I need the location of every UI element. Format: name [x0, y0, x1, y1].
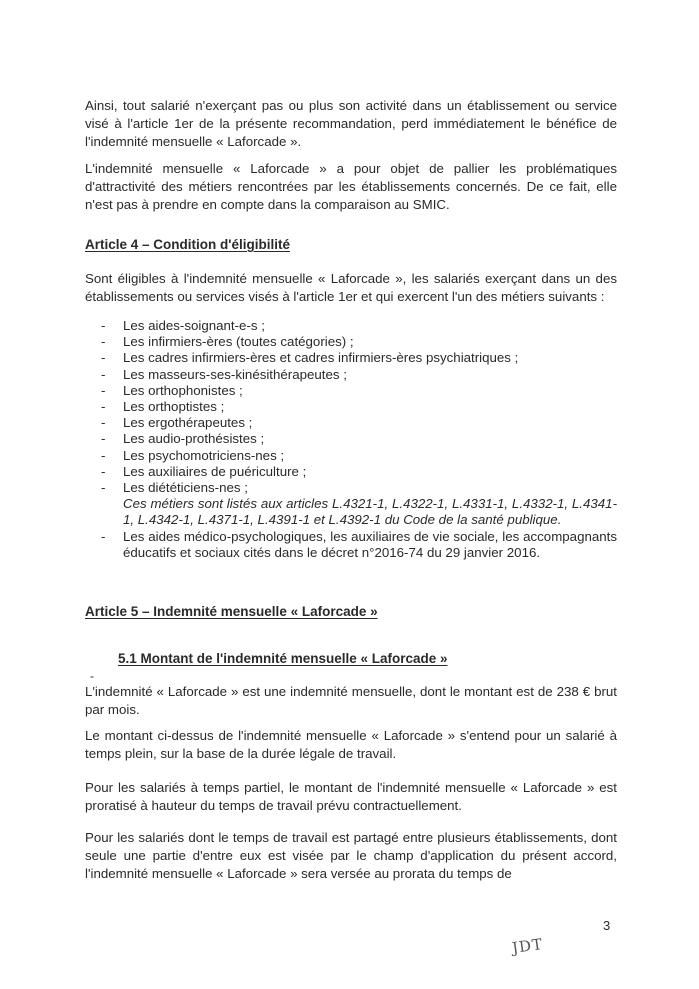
list-item: - Les diététiciens-nes ; Ces métiers sont listés aux articles L.4321-1, L.4322-1, L.4331-1, L.4332-1, L.4341-1, L.4342-1, L.4371-1, L.4391-1 et L.4392-1 du Code de la santé publique. [101, 480, 617, 528]
list-item: - Les aides-soignant-e-s ; [101, 318, 265, 333]
eligible-professions-list [85, 318, 617, 561]
list-item: - Les psychomotriciens-nes ; [101, 447, 285, 463]
list-item: - Les auxiliaires de puériculture ; [101, 463, 307, 479]
list-item: - Les orthoptistes ; [101, 399, 225, 415]
paragraph-purpose: L'indemnité mensuelle « Laforcade » a pour objet de pallier les problématiques d'attractivité des métiers rencontrées par les établissements concernés. De ce fait, elle n'est pas à prendre en compte dans la comparaison au SMIC. [85, 161, 617, 212]
list-item: - Les orthophonistes ; [101, 382, 243, 398]
paragraph-loss-of-benefit: Ainsi, tout salarié n'exerçant pas ou plus son activité dans un établissement ou service visé à l'article 1er de la présente recommandation, perd immédiatement le bénéfice de l'indemnité mensuelle « Laforcade ». [85, 98, 617, 149]
handwritten-initials: JDT [510, 934, 545, 958]
article-4-intro: Sont éligibles à l'indemnité mensuelle « Laforcade », les salariés exerçant dans un des établissements ou services visés à l'article 1er et qui exercent l'un des métiers suivants : [85, 271, 617, 304]
list-item: - Les aides médico-psychologiques, les auxiliaires de vie sociale, les accompagnants éducatifs et sociaux cités dans le décret n°2016-74 du 29 janvier 2016. [101, 528, 617, 560]
paragraph-full-time: Le montant ci-dessus de l'indemnité mensuelle « Laforcade » s'entend pour un salarié à temps plein, sur la base de la durée légale de travail. [85, 728, 617, 761]
paragraph-part-time: Pour les salariés à temps partiel, le montant de l'indemnité mensuelle « Laforcade » est proratisé à hauteur du temps de travail prévu contractuellement. [85, 780, 617, 813]
list-item: - Les audio-prothésistes ; [101, 431, 265, 447]
stray-mark: - [90, 669, 94, 683]
article-4-heading: Article 4 – Condition d'éligibilité [85, 237, 290, 252]
code-sante-publique-note: Ces métiers sont listés aux articles L.4321-1, L.4322-1, L.4331-1, L.4332-1, L.4341-1, L.4342-1, L.4371-1, L.4391-1 et L.4392-1 du Code de la santé publique. [123, 496, 617, 528]
paragraph-shared-time: Pour les salariés dont le temps de travail est partagé entre plusieurs établissements, dont seule une partie d'entre eux est visée par le champ d'application du présent accord, l'indemnité mensuelle « Laforcade » sera versée au prorata du temps de [85, 830, 617, 881]
list-item: - Les ergothérapeutes ; [101, 415, 253, 431]
list-item: - Les cadres infirmiers-ères et cadres infirmiers-ères psychiatriques ; [101, 350, 519, 366]
list-item: - Les masseurs-ses-kinésithérapeutes ; [101, 366, 347, 382]
list-item: - Les infirmiers-ères (toutes catégories) ; [101, 334, 354, 350]
article-5-heading: Article 5 – Indemnité mensuelle « Laforcade » [85, 604, 378, 619]
page-number: 3 [603, 918, 611, 933]
paragraph-amount: L'indemnité « Laforcade » est une indemnité mensuelle, dont le montant est de 238 € brut par mois. [85, 684, 617, 717]
section-5-1-heading: 5.1 Montant de l'indemnité mensuelle « Laforcade » [118, 651, 448, 666]
